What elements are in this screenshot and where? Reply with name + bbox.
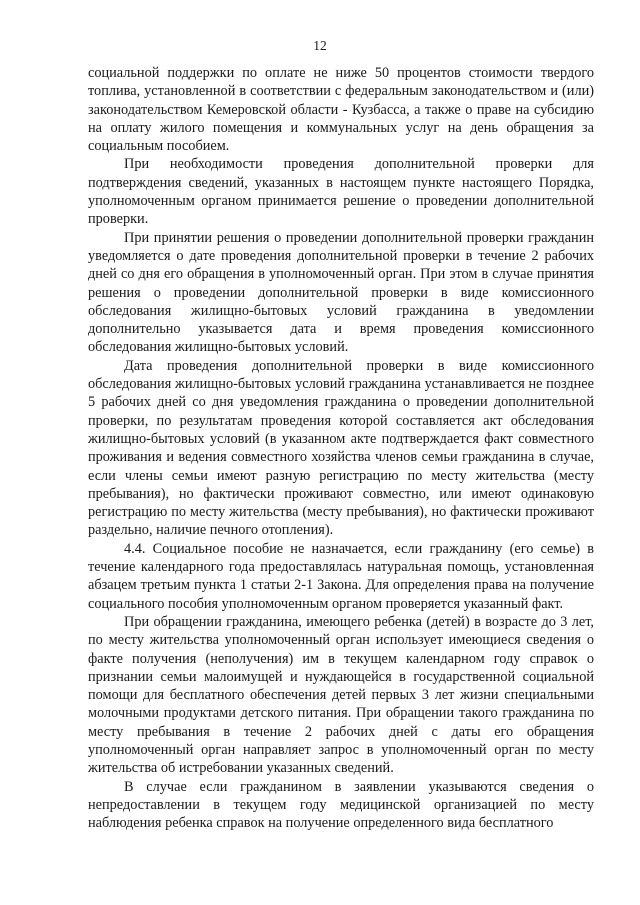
paragraph-inspection-date: Дата проведения дополнительной проверки в виде комиссионного обследования жилищно-бытовых условий гражданина устанавливается не позднее 5 рабочих дней со дня уведомления гражданина о проведении дополнительной проверки, по результатам проведения которой составляется акт обследования жилищно-бытовых условий (в указанном акте подтверждается факт совместного проживания и ведения совместного хозяйства членов семьи гражданина в случае, если члены семьи имеют разную регистрацию по месту жительства (месту пребывания), но фактически проживают совместно, или имеют одинаковую регистрацию по месту жительства (месту пребывания), но фактически проживают раздельно, наличие печного отопления). [88,357,594,539]
page-number: 12 [313,38,327,53]
paragraph-child-under-3: При обращении гражданина, имеющего ребенка (детей) в возрасте до 3 лет, по месту жительства уполномоченный орган использует имеющиеся сведения о факте получения (неполучения) им в текущем календарном году справок о признании семьи малоимущей и нуждающейся в государственной социальной помощи для бесплатного обеспечения детей первых 3 лет жизни специальными молочными продуктами детского питания. При обращении такого гражданина по месту пребывания в течение 2 рабочих дней с даты его обращения уполномоченный орган направляет запрос в уполномоченный орган по месту жительства об истребовании указанных сведений. [88,613,594,777]
paragraph-section-4-4: 4.4. Социальное пособие не назначается, если гражданину (его семье) в течение календарного года предоставлялась натуральная помощь, установленная абзацем третьим пункта 1 статьи 2-1 Закона. Для определения права на получение социального пособия уполномоченным органом проверяется указанный факт. [88,540,594,612]
paragraph-check-notification: При принятии решения о проведении дополнительной проверки гражданин уведомляется о дате проведения дополнительной проверки в течение 2 рабочих дней со дня его обращения в уполномоченный орган. При этом в случае принятия решения о проведении дополнительной проверки в виде комиссионного обследования жилищно-бытовых условий гражданина в уведомлении дополнительно указывается дата и время проведения комиссионного обследования жилищно-бытовых условий. [88,229,594,356]
paragraph-medical-certificates: В случае если гражданином в заявлении указываются сведения о непредоставлении в текущем году медицинской организацией по месту наблюдения ребенка справок на получение определенного вида бесплатного [88,778,594,832]
paragraph-continuation: социальной поддержки по оплате не ниже 50 процентов стоимости твердого топлива, установленной в соответствии с федеральным законодательством и (или) законодательством Кемеровской области - Кузбасса, а также о праве на субсидию на оплату жилого помещения и коммунальных услуг на день обращения за социальным пособием. [88,65,594,155]
document-body [88,64,594,832]
paragraph-additional-check: При необходимости проведения дополнительной проверки для подтверждения сведений, указанных в настоящем пункте настоящего Порядка, уполномоченным органом принимается решение о проведении дополнительной проверки. [88,156,594,228]
